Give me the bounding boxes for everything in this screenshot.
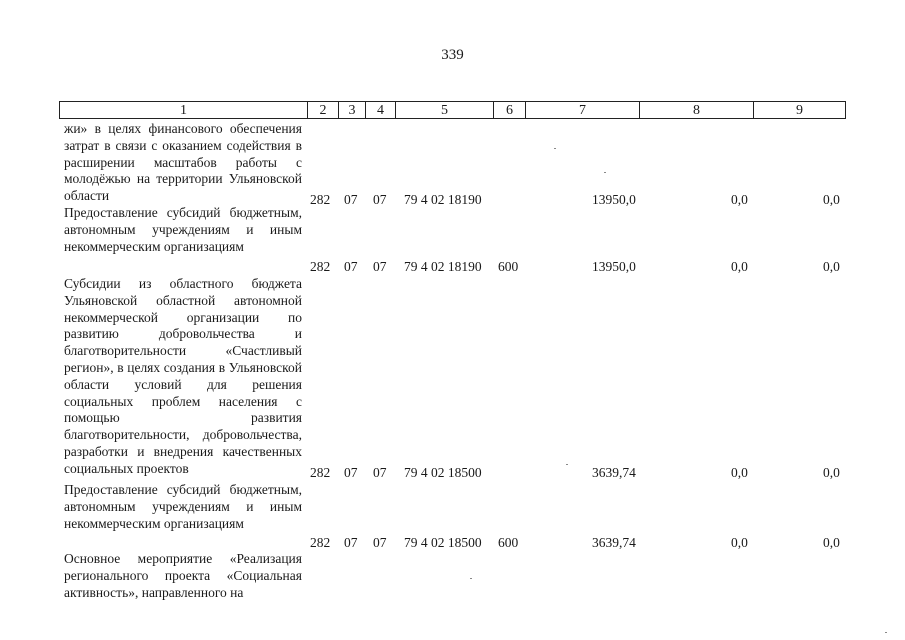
row-code-section: 07 [344,465,358,480]
row-amount-col9: 0,0 [823,465,840,480]
row-code-subsection: 07 [373,259,387,274]
scan-speck [554,148,556,149]
header-col-6: 6 [494,102,526,118]
row-code-target: 79 4 02 18500 [404,535,482,550]
row-code-subsection: 07 [373,465,387,480]
header-col-1: 1 [60,102,308,118]
row-description: Предоставление субсидий бюджетным, автономным учреждениям и иным некоммерческим организациям [64,482,302,531]
row-description: Субсидии из областного бюджета Ульяновской областной автономной некоммерческой организации по развитию добровольчества и благотворительности «Счастливый регион», в целях создания в Ульяновской области условий для решения социальных проблем населения с помощью развития благотворительности, добровольчества, разработки и внедрения качественных социальных проектов [64,276,302,476]
row-amount-col8: 0,0 [731,465,748,480]
header-col-9: 9 [796,103,803,118]
scan-speck [604,172,606,173]
page-number: 339 [441,47,464,63]
row-amount-col8: 0,0 [731,192,748,207]
header-col-3: 3 [339,102,366,118]
row-description: Предоставление субсидий бюджетным, автономным учреждениям и иным некоммерческим организациям [64,205,302,254]
row-code-target: 79 4 02 18190 [404,259,482,274]
row-code-ministry: 282 [310,259,331,274]
table-header-row [59,101,846,119]
row-code-expense-type: 600 [498,535,519,550]
header-col-4: 4 [366,102,396,118]
scan-speck [470,578,472,579]
row-code-ministry: 282 [310,465,331,480]
row-code-section: 07 [344,535,358,550]
row-code-target: 79 4 02 18190 [404,192,482,207]
scan-speck [885,632,887,633]
row-amount-col8: 0,0 [731,535,748,550]
row-amount-col9: 0,0 [823,192,840,207]
row-amount-col9: 0,0 [823,535,840,550]
row-description: Основное мероприятие «Реализация регионального проекта «Социальная активность», направленного на [64,551,302,600]
row-amount-col8: 0,0 [731,259,748,274]
row-code-target: 79 4 02 18500 [404,465,482,480]
header-col-7: 7 [526,102,640,118]
row-code-ministry: 282 [310,535,331,550]
row-amount-col7: 13950,0 [592,192,636,207]
row-code-ministry: 282 [310,192,331,207]
header-col-5: 5 [396,102,494,118]
scan-speck [566,464,568,465]
row-description: жи» в целях финансового обеспечения затрат в связи с оказанием содействия в расширении масштабов работы с молодёжью на территории Ульяновской области [64,121,302,204]
row-amount-col9: 0,0 [823,259,840,274]
row-code-section: 07 [344,259,358,274]
row-code-subsection: 07 [373,192,387,207]
header-col-8: 8 [640,102,754,118]
row-code-subsection: 07 [373,535,387,550]
row-code-section: 07 [344,192,358,207]
row-amount-col7: 13950,0 [592,259,636,274]
row-amount-col7: 3639,74 [592,535,636,550]
row-amount-col7: 3639,74 [592,465,636,480]
row-code-expense-type: 600 [498,259,519,274]
header-col-2: 2 [308,102,339,118]
